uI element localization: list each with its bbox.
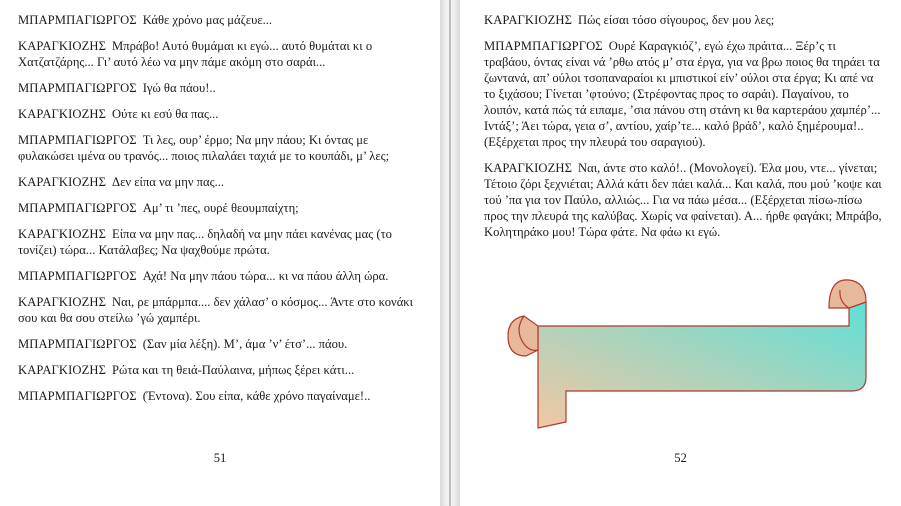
dialogue-text: Κάθε χρόνο μας μάζευε... bbox=[142, 13, 273, 27]
speaker-name: ΚΑΡΑΓΚΙΟΖΗΣ bbox=[18, 363, 107, 377]
dialogue-line bbox=[18, 106, 422, 122]
left-page bbox=[0, 0, 440, 506]
speaker-name: ΚΑΡΑΓΚΙΟΖΗΣ bbox=[18, 227, 107, 241]
dialogue-line bbox=[18, 38, 422, 70]
speaker-name: ΜΠΑΡΜΠΑΓΙΩΡΓΟΣ bbox=[18, 133, 137, 147]
dialogue-line bbox=[484, 160, 885, 240]
dialogue-line bbox=[18, 388, 422, 404]
dialogue-text: Ναι, ρε μπάρμπα.... δεν χάλασ’ ο κόσμος... Άντε στο κονάκι σου και θα σου στείλω ’γώ χαμπέρι. bbox=[18, 295, 414, 325]
dialogue-text: Ρώτα και τη θειά-Παύλαινα, μήπως ξέρει κάτι... bbox=[112, 363, 355, 377]
scroll-body bbox=[538, 302, 866, 428]
speaker-name: ΚΑΡΑΓΚΙΟΖΗΣ bbox=[484, 13, 573, 27]
dialogue-text: Ουρέ Καραγκιόζ’, εγώ έχω πράιτα... Ξέρ’ς τι τραβάου, όντας είναι νά ’ρθω ατός μ’ στα έργα, για να βρω ποιος θα τηράει τα ζωντανά, απ’ ούλοι τσοπαναραίοι κι μπιστικοί είν’ ούλοι στα έργα; Κι απέ να το ξιχάσου; Γίνεται ’φτούνο; (Στρέφοντας προς το σαράι). Παγαίνου, το λοιπόν, κατά πώς τά ειπαμε, ’σια πάνου στη στάνη κι θα καρτεράου χαμπέρ’... Ιντάξ’; Άει τώρα, γεια σ’, αντίου, χαίρ’τε... καλό βράδ’, καλό ξημέρουμα!.. (Εξέρχεται προς την πλευρά του σαραγιού). bbox=[484, 39, 881, 149]
speaker-name: ΜΠΑΡΜΠΑΓΙΩΡΓΟΣ bbox=[18, 269, 137, 283]
scroll-right-curl bbox=[829, 280, 866, 308]
dialogue-line bbox=[484, 12, 885, 28]
book-spine bbox=[440, 0, 460, 506]
dialogue-line bbox=[18, 200, 422, 216]
dialogue-line bbox=[484, 38, 885, 150]
dialogue-text: (Έντονα). Σου είπα, κάθε χρόνο παγαίναμε!.. bbox=[142, 389, 371, 403]
dialogue-text: Ναι, άντε στο καλό!.. (Μονολογεί). Έλα μου, ντε... γίνεται; Τέτοιο ζόρι ξεχνιέται; Αλλά κάτι δεν πάει καλά... Και καλά, που μού ’κοψε και τού ’πα για τον Παύλο, αλλιώς... Για να πάω μέσα... (Εξέρχεται πίσω-πίσω προς την πλευρά της καλύβας. Χωρίς να φαίνεται). Α... ήρθε φαγάκι; Μπράβο, Κολητηράκο μου! Τώρα φάτε. Να φάω κι εγώ. bbox=[484, 161, 882, 239]
speaker-name: ΚΑΡΑΓΚΙΟΖΗΣ bbox=[18, 175, 107, 189]
dialogue-text: Δεν είπα να μην πας... bbox=[112, 175, 225, 189]
dialogue-text: Τι λες, ουρ’ έρμο; Να μην πάου; Κι όντας με φυλακώσει ιμένα ου τρανός... ποιος πιλαλάει ταχιά με το κουπάδι, μ’ λες; bbox=[18, 133, 390, 163]
speaker-name: ΜΠΑΡΜΠΑΓΙΩΡΓΟΣ bbox=[18, 201, 137, 215]
dialogue-line bbox=[18, 132, 422, 164]
speaker-name: ΜΠΑΡΜΠΑΓΙΩΡΓΟΣ bbox=[18, 337, 137, 351]
dialogue-text: Πώς είσαι τόσο σίγουρος, δεν μου λες; bbox=[578, 13, 775, 27]
page-number: 51 bbox=[213, 451, 227, 465]
speaker-name: ΚΑΡΑΓΚΙΟΖΗΣ bbox=[484, 161, 573, 175]
speaker-name: ΚΑΡΑΓΚΙΟΖΗΣ bbox=[18, 39, 107, 53]
speaker-name: ΚΑΡΑΓΚΙΟΖΗΣ bbox=[18, 107, 107, 121]
dialogue-text: Μπράβο! Αυτό θυμάμαι κι εγώ... αυτό θυμάται κι ο Χατζατζάρης... Γι’ αυτό λέω να μην πάμε ακόμη στο σαράι... bbox=[18, 39, 373, 69]
dialogue-line bbox=[18, 268, 422, 284]
dialogue-line bbox=[18, 294, 422, 326]
scroll-banner-illustration bbox=[502, 278, 870, 434]
dialogue-line bbox=[18, 362, 422, 378]
dialogue-line bbox=[18, 336, 422, 352]
speaker-name: ΜΠΑΡΜΠΑΓΙΩΡΓΟΣ bbox=[18, 13, 137, 27]
dialogue-text: Αχά! Να μην πάου τώρα... κι να πάου άλλη ώρα. bbox=[142, 269, 389, 283]
dialogue-text: Ούτε κι εσύ θα πας... bbox=[112, 107, 219, 121]
speaker-name: ΜΠΑΡΜΠΑΓΙΩΡΓΟΣ bbox=[484, 39, 603, 53]
dialogue-text: (Σαν μία λέξη). Μ’, άμα ’ν’ έτσ’... πάου. bbox=[142, 337, 348, 351]
dialogue-line bbox=[18, 226, 422, 258]
dialogue-text: Είπα να μην πας... δηλαδή να μην πάει κανένας μας (το τονίζει) τώρα... Κατάλαβες; Να ψαχθούμε πρώτα. bbox=[18, 227, 392, 257]
speaker-name: ΚΑΡΑΓΚΙΟΖΗΣ bbox=[18, 295, 107, 309]
dialogue-line bbox=[18, 80, 422, 96]
dialogue-text: Ιγώ θα πάου!.. bbox=[142, 81, 216, 95]
dialogue-line bbox=[18, 12, 422, 28]
dialogue-text: Αμ’ τι ’πες, ουρέ θεουμπαίχτη; bbox=[142, 201, 299, 215]
speaker-name: ΜΠΑΡΜΠΑΓΙΩΡΓΟΣ bbox=[18, 389, 137, 403]
speaker-name: ΜΠΑΡΜΠΑΓΙΩΡΓΟΣ bbox=[18, 81, 137, 95]
dialogue-line bbox=[18, 174, 422, 190]
page-number: 52 bbox=[674, 451, 687, 465]
